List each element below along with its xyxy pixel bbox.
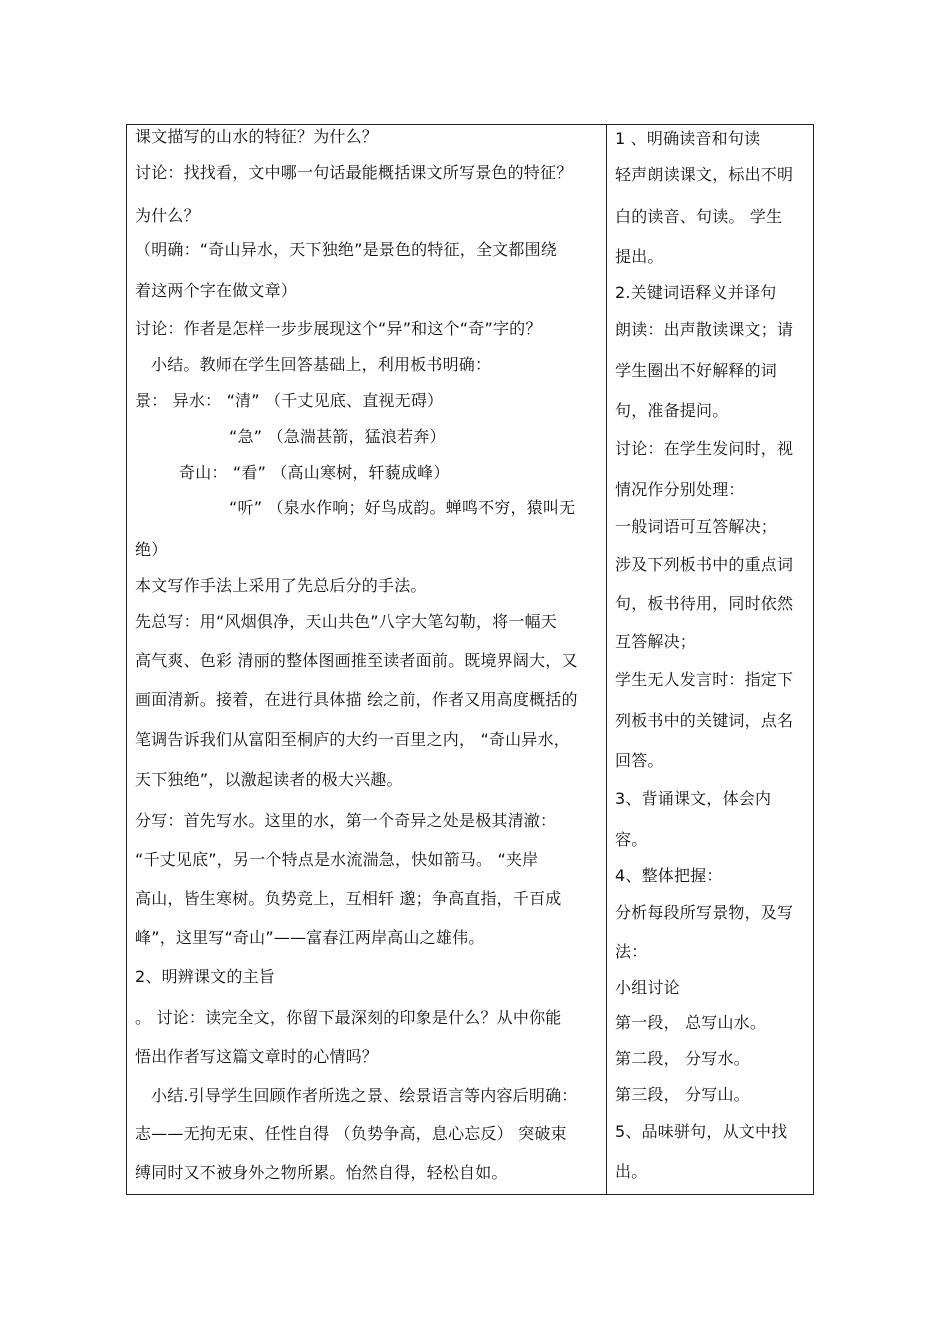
text-line: “听” （泉水作响；好鸟成韵。蝉鸣不穷，猿叫无 [229,498,576,517]
text-line: 2.关键词语释义并译句 [615,283,777,302]
column-divider [606,125,607,1194]
text-line: 容。 [615,830,648,849]
lesson-table [126,124,814,1195]
text-line: 回答。 [615,751,664,770]
text-line: 画面清新。接着，在进行具体描 绘之前，作者又用高度概括的 [135,690,578,709]
text-line: 高气爽、色彩 清丽的整体图画推至读者面前。既境界阔大，又 [135,651,578,670]
text-line: 小结.引导学生回顾作者所选之景、绘景语言等内容后明确： [151,1086,578,1105]
text-line: 悟出作者写这篇文章时的心情吗？ [135,1047,379,1066]
text-line: 先总写：用“风烟俱净，天山共色”八字大笔勾勒，将一幅天 [135,612,557,631]
text-line: 2、明辨课文的主旨 [135,967,275,986]
text-line: 讨论：找找看，文中哪一句话最能概括课文所写景色的特征？ [135,163,573,182]
text-line: 句，板书待用，同时依然 [615,594,794,613]
text-line: 轻声朗读课文，标出不明 [615,165,794,184]
text-line: 互答解决； [615,632,697,651]
text-line: 3、背诵课文，体会内 [615,789,772,808]
text-line: 天下独绝”，以激起读者的极大兴趣。 [135,770,403,789]
text-line: 着这两个字在做文章） [135,281,298,300]
text-line: 为什么？ [135,206,200,225]
text-line: 志——无拘无束、任性自得 （负势争高，息心忘反） 突破束 [135,1124,567,1143]
text-line: 5、品味骈句，从文中找 [615,1122,788,1141]
text-line: （明确：“奇山异水，天下独绝”是景色的特征，全文都围绕 [135,240,557,259]
text-line: 列板书中的关键词，点名 [615,711,794,730]
text-line: 讨论：作者是怎样一步步展现这个“异”和这个“奇”字的？ [135,319,542,338]
text-line: 小结。教师在学生回答基础上，利用板书明确： [151,355,492,374]
text-line: 朗读：出声散读课文；请 [615,320,794,339]
text-line: “千丈见底”，另一个特点是水流湍急，快如箭马。 “夹岸 [135,850,539,869]
text-line: 小组讨论 [615,978,680,997]
text-line: 景： 异水： “清” （千丈见底、直视无碍） [135,391,444,410]
text-line: 学生圈出不好解释的词 [615,361,778,380]
text-line: 一般词语可互答解决； [615,517,778,536]
text-line: 缚同时又不被身外之物所累。怡然自得，轻松自如。 [135,1163,508,1182]
text-line: 分写：首先写水。这里的水，第一个奇异之处是极其清澈： [135,811,557,830]
text-line: 奇山： “看” （高山寒树，轩藐成峰） [179,463,450,482]
text-line: 分析每段所写景物，及写 [615,903,794,922]
text-line: 绝） [135,540,168,559]
text-line: 4、整体把握： [615,866,723,885]
text-line: 学生无人发言时：指定下 [615,670,794,689]
text-line: 出。 [615,1162,648,1181]
text-line: 1 、明确读音和句读 [615,129,761,148]
text-line: 法： [615,942,648,961]
text-line: 课文描写的山水的特征？为什么？ [135,127,379,146]
text-line: 讨论：在学生发问时，视 [615,439,794,458]
text-line: 笔调告诉我们从富阳至桐庐的大约一百里之内， “奇山异水， [135,730,570,749]
text-line: 本文写作手法上采用了先总后分的手法。 [135,576,427,595]
text-line: 峰”，这里写“奇山”——富春江两岸高山之雄伟。 [135,928,485,947]
text-line: 句，准备提问。 [615,401,729,420]
text-line: 第一段， 总写山水。 [615,1013,767,1032]
text-line: 第三段， 分写山。 [615,1085,750,1104]
text-line: 白的读音、句读。 学生 [615,207,783,226]
text-line: 第二段， 分写水。 [615,1049,750,1068]
text-line: 提出。 [615,247,664,266]
text-line: “急” （急湍甚箭，猛浪若奔） [229,427,446,446]
text-line: 涉及下列板书中的重点词 [615,555,794,574]
text-line: 高山，皆生寒树。负势竞上，互相轩 邈；争高直指，千百成 [135,889,562,908]
text-line: 。 讨论：读完全文，你留下最深刻的印象是什么？从中你能 [135,1008,562,1027]
text-line: 情况作分别处理： [615,480,745,499]
